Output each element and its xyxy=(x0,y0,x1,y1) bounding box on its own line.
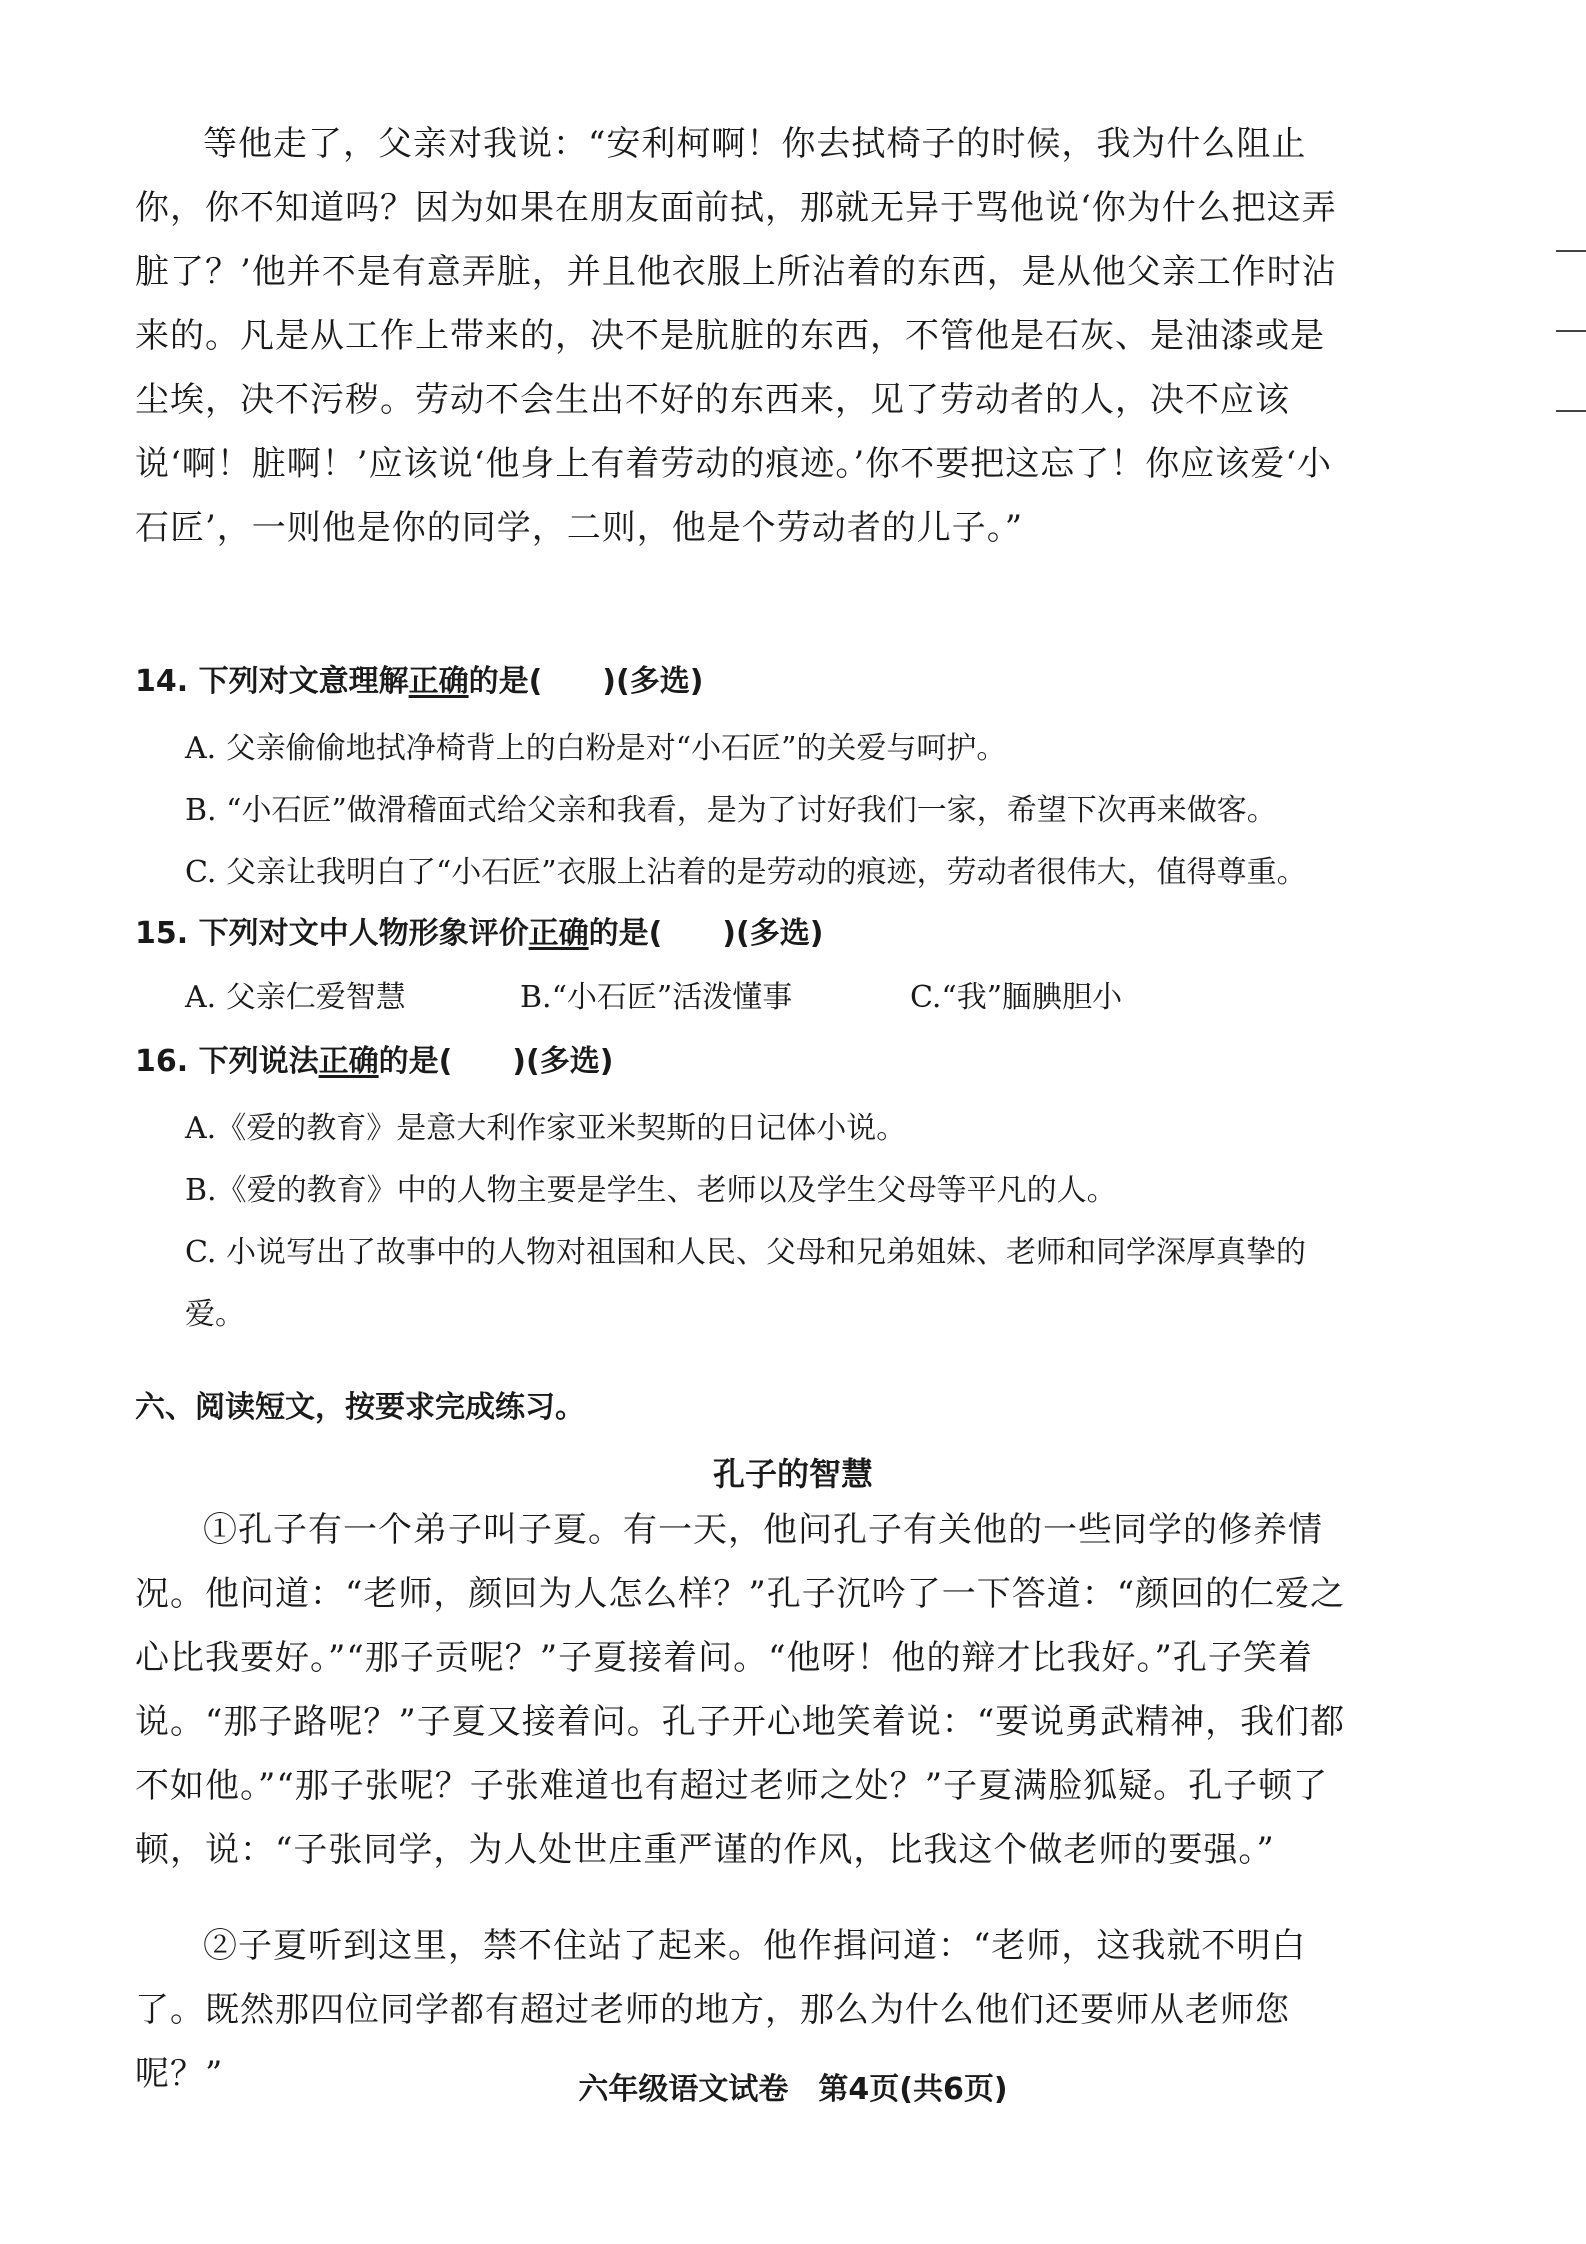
section-6-heading: 六、阅读短文，按要求完成练习。 xyxy=(135,1390,585,1425)
edge-mark xyxy=(1556,330,1586,350)
question-15-suffix: 的是( )(多选) xyxy=(588,916,824,951)
article-paragraph-1: ①孔子有一个弟子叫子夏。有一天，他问孔子有关他的一些同学的修养情况。他问道：“老师，颜回为人怎么样？”孔子沉吟了一下答道：“颜回的仁爱之心比我要好。”“那子贡呢？”子夏接着问。“他呀！他的辩才比我好。”孔子笑着说。“那子路呢？”子夏又接着问。孔子开心地笑着说：“要说勇武精神，我们都不如他。”“那子张呢？子张难道也有超过老师之处？”子夏满脸狐疑。孔子顿了顿，说：“子张同学，为人处世庄重严谨的作风，比我这个做老师的要强。” xyxy=(135,1510,1346,1870)
article-paragraph-2: ②子夏听到这里，禁不住站了起来。他作揖问道：“老师，这我就不明白了。既然那四位同学都有超过老师的地方，那么为什么他们还要师从老师您呢？” xyxy=(135,1926,1307,2094)
question-14-option-a: A. 父亲偷偷地拭净椅背上的白粉是对“小石匠”的关爱与呵护。 xyxy=(185,731,1007,766)
question-14-option-c: C. 父亲让我明白了“小石匠”衣服上沾着的是劳动的痕迹，劳动者很伟大，值得尊重。 xyxy=(185,855,1307,890)
question-16-option-a: A.《爱的教育》是意大利作家亚米契斯的日记体小说。 xyxy=(185,1111,907,1146)
question-16-option-c: C. 小说写出了故事中的人物对祖国和人民、父母和兄弟姐妹、老师和同学深厚真挚的爱。 xyxy=(185,1235,1306,1332)
question-14-stem xyxy=(135,662,1375,702)
article-title: 孔子的智慧 xyxy=(712,1455,873,1493)
question-16-prefix: 16. 下列说法 xyxy=(135,1044,319,1079)
question-15-keyword: 正确 xyxy=(528,916,589,951)
passage-paragraph: 等他走了，父亲对我说：“安利柯啊！你去拭椅子的时候，我为什么阻止你，你不知道吗？因为如果在朋友面前拭，那就无异于骂他说‘你为什么把这弄脏了？’他并不是有意弄脏，并且他衣服上所沾着的东西，是从他父亲工作时沾来的。凡是从工作上带来的，决不是肮脏的东西，不管他是石灰、是油漆或是尘埃，决不污秽。劳动不会生出不好的东西来，见了劳动者的人，决不应该说‘啊！脏啊！’应该说‘他身上有着劳动的痕迹。’你不要把这忘了！你应该爱‘小石匠’，一则他是你的同学，二则，他是个劳动者的儿子。” xyxy=(135,124,1337,548)
question-16-option-b: B.《爱的教育》中的人物主要是学生、老师以及学生父母等平凡的人。 xyxy=(185,1173,1117,1208)
question-15-prefix: 15. 下列对文中人物形象评价 xyxy=(135,916,529,951)
edge-mark xyxy=(1556,250,1586,270)
edge-mark xyxy=(1556,410,1586,430)
question-16-suffix: 的是( )(多选) xyxy=(378,1044,614,1079)
page-footer: 六年级语文试卷 第4页(共6页) xyxy=(578,2072,1008,2107)
question-15-option-c: C.“我”腼腆胆小 xyxy=(910,980,1123,1015)
question-16-keyword: 正确 xyxy=(318,1044,379,1079)
question-15-option-a: A. 父亲仁爱智慧 xyxy=(185,980,406,1015)
question-14-suffix: 的是( )(多选) xyxy=(468,664,704,699)
question-14-option-b: B. “小石匠”做滑稽面式给父亲和我看，是为了讨好我们一家，希望下次再来做客。 xyxy=(185,793,1277,828)
question-14-prefix: 14. 下列对文意理解 xyxy=(135,664,409,699)
question-15-stem xyxy=(135,914,1375,954)
question-14-keyword: 正确 xyxy=(408,664,469,699)
question-16-stem xyxy=(135,1042,1375,1082)
question-15-option-b: B.“小石匠”活泼懂事 xyxy=(520,980,793,1015)
